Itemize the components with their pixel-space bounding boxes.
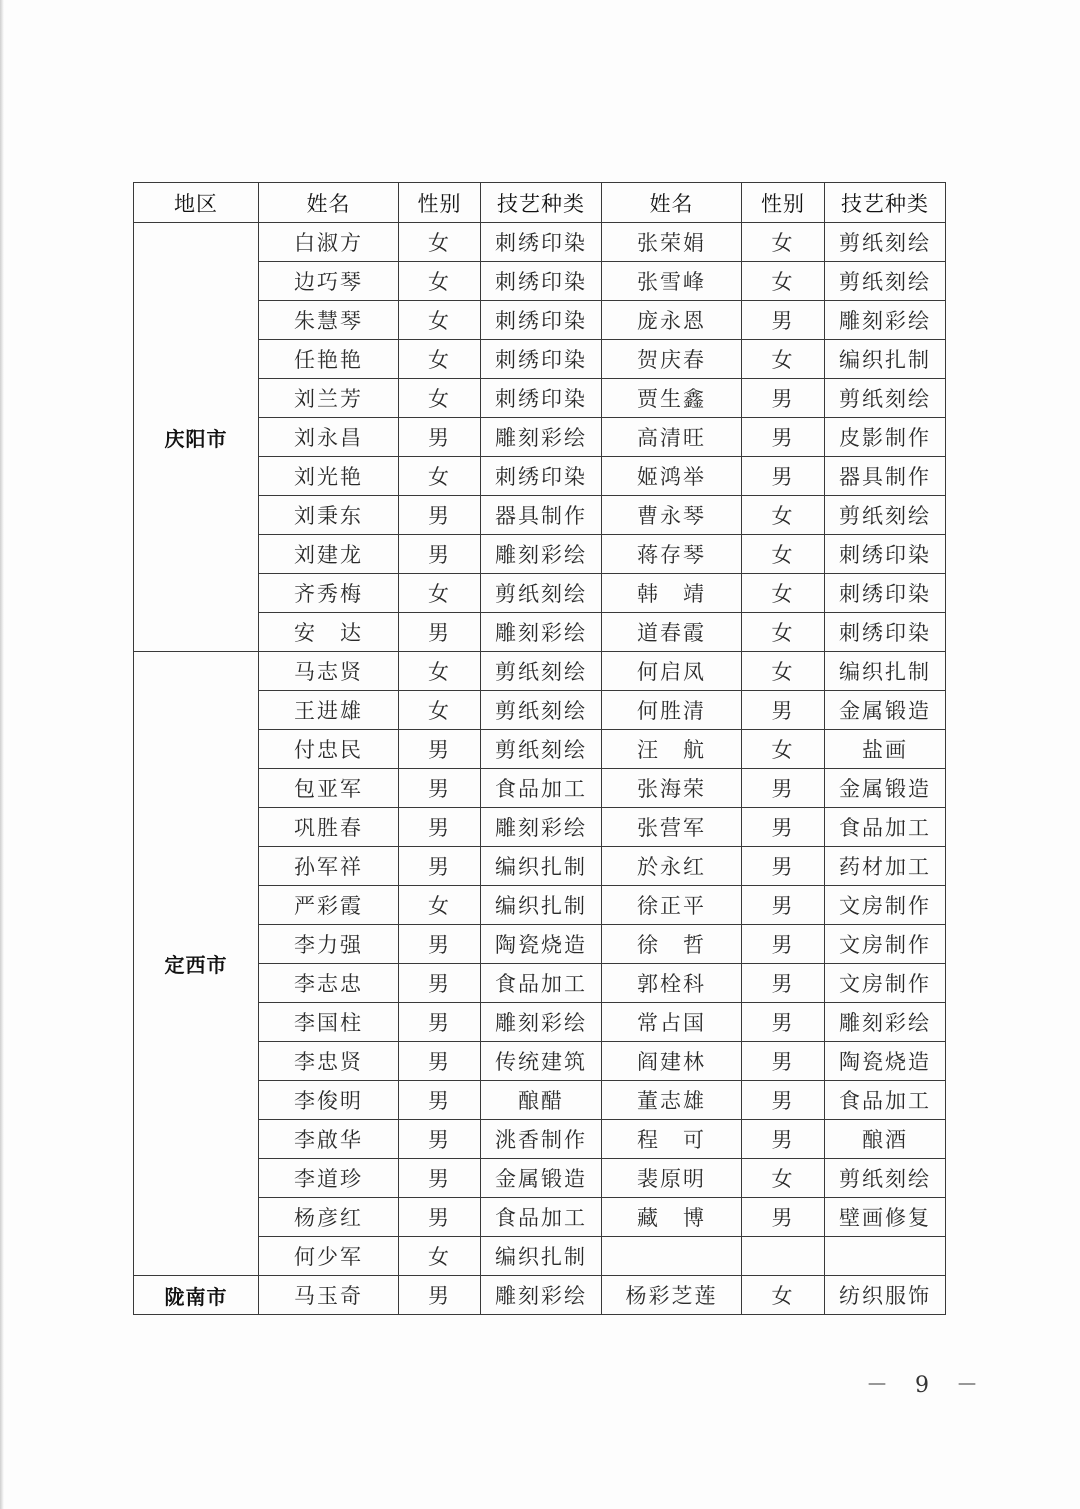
cell-gender-1: 男 [399, 925, 481, 964]
cell-craft-1: 食品加工 [481, 964, 602, 1003]
cell-name-2: 张营军 [602, 808, 742, 847]
header-craft-2: 技艺种类 [825, 183, 946, 223]
cell-craft-1: 刺绣印染 [481, 379, 602, 418]
cell-gender-2: 女 [742, 340, 825, 379]
cell-gender-2: 男 [742, 1003, 825, 1042]
cell-gender-1: 女 [399, 457, 481, 496]
cell-name-2: 徐正平 [602, 886, 742, 925]
cell-craft-2: 金属锻造 [825, 691, 946, 730]
header-craft-1: 技艺种类 [481, 183, 602, 223]
cell-gender-2: 男 [742, 886, 825, 925]
cell-name-2: 杨彩芝莲 [602, 1276, 742, 1315]
header-region: 地区 [134, 183, 259, 223]
cell-gender-2: 女 [742, 652, 825, 691]
cell-craft-1: 传统建筑 [481, 1042, 602, 1081]
cell-craft-1: 陶瓷烧造 [481, 925, 602, 964]
cell-name-2: 汪 航 [602, 730, 742, 769]
cell-gender-2: 女 [742, 223, 825, 262]
cell-name-1: 杨彦红 [259, 1198, 399, 1237]
header-name-2: 姓名 [602, 183, 742, 223]
cell-gender-1: 男 [399, 769, 481, 808]
cell-name-2: 郭栓科 [602, 964, 742, 1003]
cell-name-2 [602, 1237, 742, 1276]
cell-name-2: 阎建林 [602, 1042, 742, 1081]
cell-craft-2: 酿酒 [825, 1120, 946, 1159]
cell-name-1: 白淑方 [259, 223, 399, 262]
cell-gender-2: 女 [742, 1276, 825, 1315]
cell-gender-2: 男 [742, 1042, 825, 1081]
cell-craft-1: 雕刻彩绘 [481, 535, 602, 574]
cell-gender-2: 男 [742, 1081, 825, 1120]
cell-gender-1: 男 [399, 418, 481, 457]
cell-name-2: 贾生鑫 [602, 379, 742, 418]
cell-craft-2: 剪纸刻绘 [825, 496, 946, 535]
cell-name-2: 张海荣 [602, 769, 742, 808]
cell-gender-2: 男 [742, 847, 825, 886]
cell-craft-2: 雕刻彩绘 [825, 1003, 946, 1042]
cell-craft-1: 刺绣印染 [481, 262, 602, 301]
cell-name-1: 刘永昌 [259, 418, 399, 457]
region-cell: 定西市 [134, 652, 259, 1276]
cell-name-2: 藏 博 [602, 1198, 742, 1237]
artisan-roster-table [133, 182, 946, 1315]
cell-name-1: 刘建龙 [259, 535, 399, 574]
cell-name-2: 庞永恩 [602, 301, 742, 340]
cell-craft-1: 剪纸刻绘 [481, 652, 602, 691]
cell-craft-2: 文房制作 [825, 925, 946, 964]
cell-gender-1: 女 [399, 301, 481, 340]
cell-craft-2: 文房制作 [825, 964, 946, 1003]
cell-gender-1: 男 [399, 964, 481, 1003]
cell-name-1: 刘秉东 [259, 496, 399, 535]
page-edge [0, 0, 4, 1509]
cell-craft-1: 雕刻彩绘 [481, 1276, 602, 1315]
cell-name-1: 刘兰芳 [259, 379, 399, 418]
table-row [134, 223, 946, 262]
cell-gender-2: 男 [742, 379, 825, 418]
cell-craft-2: 雕刻彩绘 [825, 301, 946, 340]
cell-craft-2: 剪纸刻绘 [825, 379, 946, 418]
cell-craft-2: 金属锻造 [825, 769, 946, 808]
cell-name-2: 蒋存琴 [602, 535, 742, 574]
cell-gender-1: 女 [399, 1237, 481, 1276]
cell-name-2: 张雪峰 [602, 262, 742, 301]
cell-gender-2: 女 [742, 496, 825, 535]
cell-craft-2: 剪纸刻绘 [825, 1159, 946, 1198]
cell-craft-1: 剪纸刻绘 [481, 574, 602, 613]
cell-craft-1: 洮香制作 [481, 1120, 602, 1159]
cell-name-1: 李俊明 [259, 1081, 399, 1120]
cell-name-1: 王进雄 [259, 691, 399, 730]
cell-gender-1: 男 [399, 730, 481, 769]
cell-gender-2: 女 [742, 574, 825, 613]
cell-craft-1: 器具制作 [481, 496, 602, 535]
cell-gender-2: 女 [742, 730, 825, 769]
cell-gender-1: 男 [399, 613, 481, 652]
cell-craft-1: 剪纸刻绘 [481, 730, 602, 769]
cell-name-1: 马玉奇 [259, 1276, 399, 1315]
header-name-1: 姓名 [259, 183, 399, 223]
cell-name-1: 边巧琴 [259, 262, 399, 301]
cell-gender-2: 男 [742, 1120, 825, 1159]
cell-gender-1: 女 [399, 652, 481, 691]
cell-craft-2: 食品加工 [825, 808, 946, 847]
cell-craft-1: 金属锻造 [481, 1159, 602, 1198]
cell-craft-1: 雕刻彩绘 [481, 1003, 602, 1042]
cell-craft-2: 盐画 [825, 730, 946, 769]
cell-name-1: 任艳艳 [259, 340, 399, 379]
table-row [134, 1276, 946, 1315]
cell-craft-1: 雕刻彩绘 [481, 613, 602, 652]
cell-gender-1: 女 [399, 262, 481, 301]
cell-gender-2: 女 [742, 1159, 825, 1198]
cell-craft-2: 刺绣印染 [825, 613, 946, 652]
cell-craft-1: 刺绣印染 [481, 457, 602, 496]
cell-craft-2: 编织扎制 [825, 340, 946, 379]
cell-craft-2: 编织扎制 [825, 652, 946, 691]
cell-gender-1: 女 [399, 886, 481, 925]
cell-craft-1: 刺绣印染 [481, 223, 602, 262]
cell-name-1: 安 达 [259, 613, 399, 652]
cell-gender-2: 女 [742, 613, 825, 652]
cell-name-1: 包亚军 [259, 769, 399, 808]
cell-gender-1: 男 [399, 847, 481, 886]
cell-name-1: 朱慧琴 [259, 301, 399, 340]
cell-gender-1: 女 [399, 340, 481, 379]
cell-gender-1: 男 [399, 1198, 481, 1237]
cell-craft-2: 刺绣印染 [825, 535, 946, 574]
cell-name-2: 贺庆春 [602, 340, 742, 379]
cell-name-2: 道春霞 [602, 613, 742, 652]
cell-name-2: 於永红 [602, 847, 742, 886]
region-cell: 陇南市 [134, 1276, 259, 1315]
header-gender-2: 性别 [742, 183, 825, 223]
table-body [134, 223, 946, 1315]
cell-gender-2: 女 [742, 535, 825, 574]
cell-craft-2: 皮影制作 [825, 418, 946, 457]
cell-name-2: 何启凤 [602, 652, 742, 691]
cell-craft-2: 刺绣印染 [825, 574, 946, 613]
cell-craft-1: 酿醋 [481, 1081, 602, 1120]
cell-craft-1: 雕刻彩绘 [481, 418, 602, 457]
cell-craft-1: 剪纸刻绘 [481, 691, 602, 730]
cell-name-2: 张荣娟 [602, 223, 742, 262]
cell-craft-1: 食品加工 [481, 1198, 602, 1237]
cell-gender-1: 男 [399, 1042, 481, 1081]
cell-name-1: 何少军 [259, 1237, 399, 1276]
cell-name-1: 付忠民 [259, 730, 399, 769]
cell-gender-2: 男 [742, 964, 825, 1003]
cell-gender-1: 男 [399, 1003, 481, 1042]
page-number: － 9 － [866, 1373, 988, 1398]
cell-name-1: 刘光艳 [259, 457, 399, 496]
table-row [134, 652, 946, 691]
cell-craft-2: 文房制作 [825, 886, 946, 925]
cell-craft-2 [825, 1237, 946, 1276]
cell-name-1: 齐秀梅 [259, 574, 399, 613]
cell-craft-1: 编织扎制 [481, 1237, 602, 1276]
cell-name-1: 孙军祥 [259, 847, 399, 886]
cell-name-1: 李道珍 [259, 1159, 399, 1198]
cell-gender-2: 女 [742, 262, 825, 301]
cell-craft-2: 器具制作 [825, 457, 946, 496]
cell-name-2: 韩 靖 [602, 574, 742, 613]
cell-name-1: 李啟华 [259, 1120, 399, 1159]
cell-name-2: 姬鸿举 [602, 457, 742, 496]
cell-gender-1: 男 [399, 1081, 481, 1120]
cell-craft-2: 壁画修复 [825, 1198, 946, 1237]
cell-name-1: 巩胜春 [259, 808, 399, 847]
cell-craft-1: 编织扎制 [481, 886, 602, 925]
cell-name-2: 常占国 [602, 1003, 742, 1042]
cell-gender-1: 男 [399, 1120, 481, 1159]
cell-gender-1: 女 [399, 574, 481, 613]
cell-name-2: 程 可 [602, 1120, 742, 1159]
cell-gender-1: 女 [399, 691, 481, 730]
cell-gender-2: 男 [742, 1198, 825, 1237]
table-header-row [134, 183, 946, 223]
cell-name-1: 李忠贤 [259, 1042, 399, 1081]
cell-craft-2: 剪纸刻绘 [825, 223, 946, 262]
cell-craft-2: 纺织服饰 [825, 1276, 946, 1315]
cell-name-2: 何胜清 [602, 691, 742, 730]
cell-gender-1: 男 [399, 535, 481, 574]
cell-name-1: 李力强 [259, 925, 399, 964]
cell-name-1: 严彩霞 [259, 886, 399, 925]
cell-gender-1: 女 [399, 223, 481, 262]
cell-craft-1: 食品加工 [481, 769, 602, 808]
cell-craft-1: 刺绣印染 [481, 301, 602, 340]
cell-gender-2: 男 [742, 418, 825, 457]
cell-craft-2: 陶瓷烧造 [825, 1042, 946, 1081]
cell-gender-2: 男 [742, 457, 825, 496]
cell-gender-2: 男 [742, 925, 825, 964]
cell-name-2: 裴原明 [602, 1159, 742, 1198]
cell-name-1: 李国柱 [259, 1003, 399, 1042]
cell-gender-1: 男 [399, 496, 481, 535]
cell-name-2: 董志雄 [602, 1081, 742, 1120]
cell-gender-1: 男 [399, 1276, 481, 1315]
cell-name-2: 徐 哲 [602, 925, 742, 964]
cell-craft-2: 食品加工 [825, 1081, 946, 1120]
cell-name-1: 李志忠 [259, 964, 399, 1003]
cell-craft-1: 雕刻彩绘 [481, 808, 602, 847]
header-gender-1: 性别 [399, 183, 481, 223]
cell-gender-2 [742, 1237, 825, 1276]
cell-gender-1: 女 [399, 379, 481, 418]
cell-craft-2: 剪纸刻绘 [825, 262, 946, 301]
cell-gender-1: 男 [399, 808, 481, 847]
cell-name-2: 曹永琴 [602, 496, 742, 535]
cell-craft-1: 刺绣印染 [481, 340, 602, 379]
cell-gender-2: 男 [742, 301, 825, 340]
region-cell: 庆阳市 [134, 223, 259, 652]
cell-name-2: 高清旺 [602, 418, 742, 457]
cell-gender-2: 男 [742, 691, 825, 730]
cell-craft-1: 编织扎制 [481, 847, 602, 886]
cell-craft-2: 药材加工 [825, 847, 946, 886]
cell-gender-2: 男 [742, 808, 825, 847]
cell-name-1: 马志贤 [259, 652, 399, 691]
cell-gender-2: 男 [742, 769, 825, 808]
cell-gender-1: 男 [399, 1159, 481, 1198]
